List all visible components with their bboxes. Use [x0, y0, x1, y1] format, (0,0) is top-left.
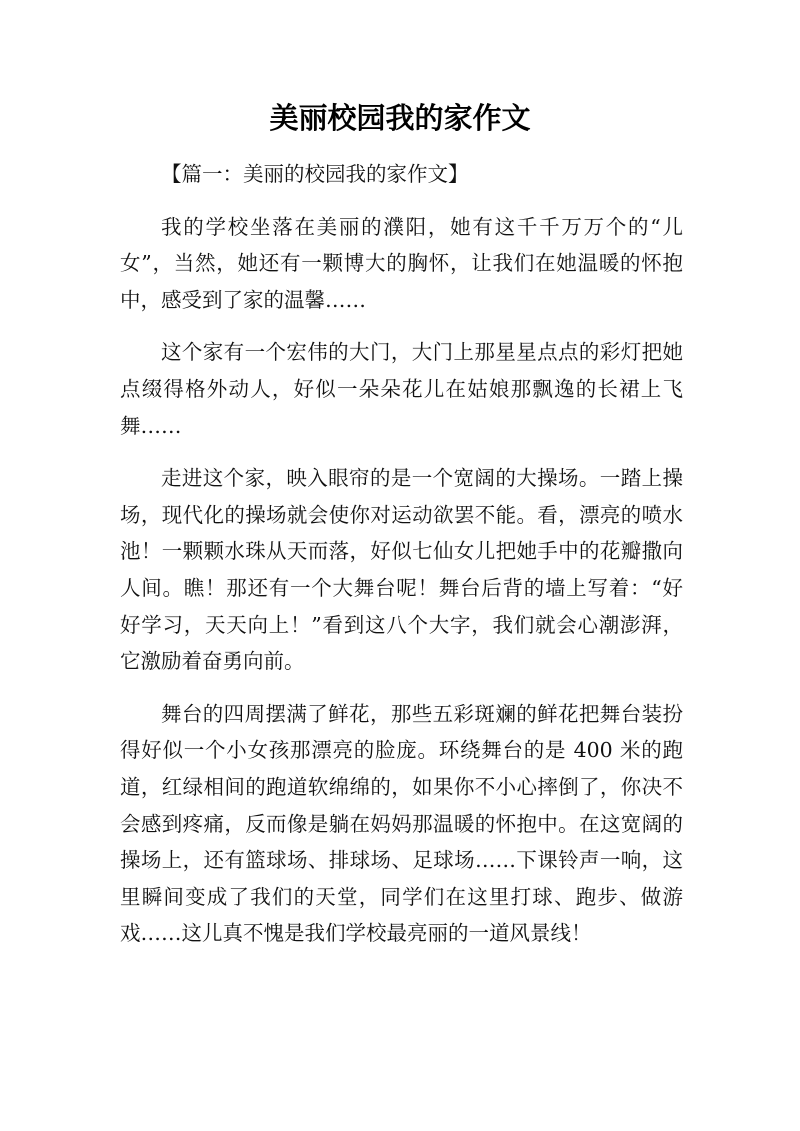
document-title: 美丽校园我的家作文 — [269, 101, 531, 135]
paragraph-2: 这个家有一个宏伟的大门，大门上那星星点点的彩灯把她点缀得格外动人，好似一朵朵花儿在姑娘那飘逸的长裙上飞舞…… — [120, 340, 683, 438]
document-body — [120, 156, 683, 952]
paragraph-1: 我的学校坐落在美丽的濮阳，她有这千千万万个的“儿女”，当然，她还有一颗博大的胸怀，让我们在她温暖的怀抱中，感受到了家的温馨…… — [120, 214, 683, 312]
paragraph-3: 走进这个家，映入眼帘的是一个宽阔的大操场。一踏上操场，现代化的操场就会使你对运动欲罢不能。看，漂亮的喷水池！一颗颗水珠从天而落，好似七仙女儿把她手中的花瓣撒向人间。瞧！那还有一个大舞台呢！舞台后背的墙上写着：“好好学习，天天向上！”看到这八个大字，我们就会心潮澎湃，它激励着奋勇向前。 — [120, 466, 683, 674]
section-heading: 【篇一：美丽的校园我的家作文】 — [161, 162, 469, 186]
paragraph-4: 舞台的四周摆满了鲜花，那些五彩斑斓的鲜花把舞台装扮得好似一个小女孩那漂亮的脸庞。环绕舞台的是 400 米的跑道，红绿相间的跑道软绵绵的，如果你不小心摔倒了，你决不会感到疼痛，反而像是躺在妈妈那温暖的怀抱中。在这宽阔的操场上，还有篮球场、排球场、足球场……下课铃声一响，这里瞬间变成了我们的天堂，同学们在这里打球、跑步、做游戏……这儿真不愧是我们学校最亮丽的一道风景线！ — [120, 701, 683, 946]
